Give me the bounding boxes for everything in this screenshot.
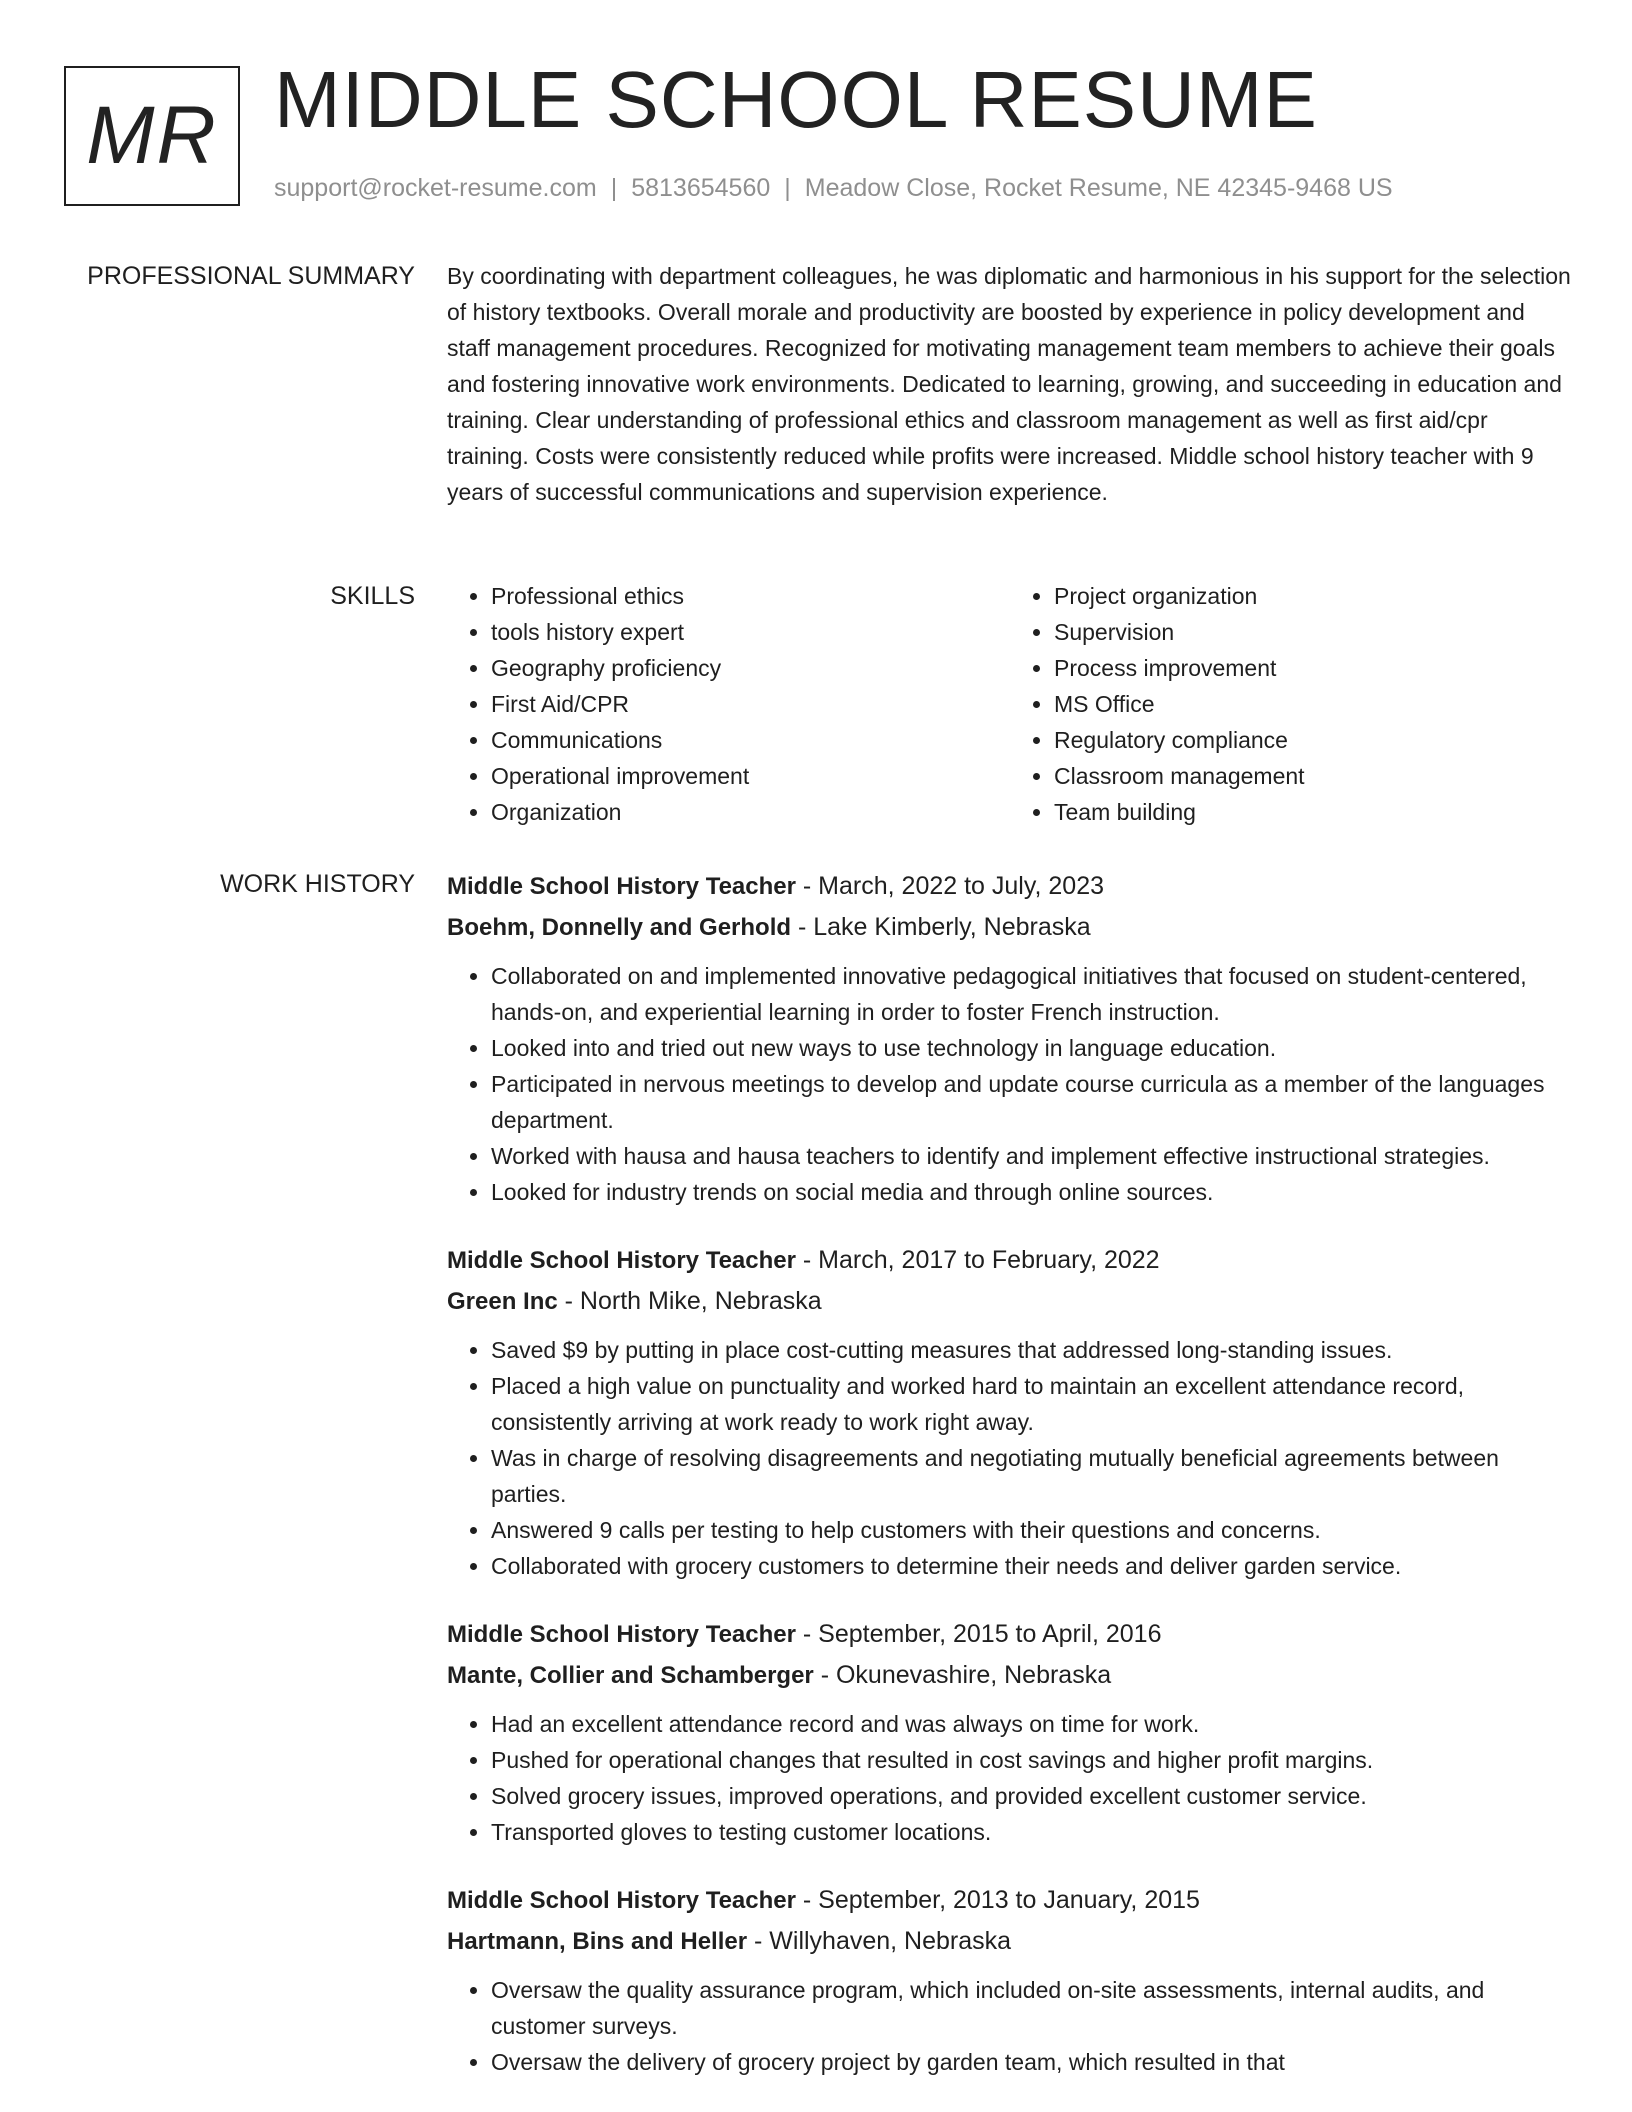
contact-separator: | — [784, 174, 791, 202]
job-bullets — [447, 1972, 1573, 2080]
contact-separator: | — [610, 174, 618, 202]
list-item: • tools history expert — [491, 614, 1010, 650]
job-entry — [447, 866, 1573, 1210]
list-item: • First Aid/CPR — [491, 686, 1010, 722]
job-bullets — [447, 1706, 1573, 1850]
list-item: • Looked for industry trends on social media and through online sources. — [491, 1174, 1573, 1210]
list-item: • Geography proficiency — [491, 650, 1010, 686]
job-entry — [447, 1240, 1573, 1584]
list-item: • MS Office — [1054, 686, 1573, 722]
list-item: • Team building — [1054, 794, 1573, 830]
job-location: - Okunevashire, Nebraska — [813, 1661, 1112, 1689]
list-item: • Had an excellent attendance record and was always on time for work. — [491, 1706, 1573, 1742]
job-company-line — [447, 1921, 1573, 1962]
job-entry — [447, 1880, 1573, 2080]
list-item: • Oversaw the delivery of grocery project by garden team, which resulted in that — [491, 2044, 1573, 2080]
job-title-line — [447, 866, 1573, 907]
list-item: • Worked with hausa and hausa teachers to identify and implement effective instructional strategies. — [491, 1138, 1573, 1174]
job-role: Middle School History Teacher — [447, 1247, 796, 1274]
job-dates: - March, 2017 to February, 2022 — [795, 1246, 1160, 1274]
job-role: Middle School History Teacher — [447, 1887, 796, 1914]
skills-list — [447, 578, 1573, 830]
job-dates: - September, 2013 to January, 2015 — [795, 1886, 1200, 1914]
job-company-line — [447, 1655, 1573, 1696]
list-item: • Looked into and tried out new ways to use technology in language education. — [491, 1030, 1573, 1066]
job-dates: - September, 2015 to April, 2016 — [795, 1620, 1162, 1648]
job-location: - North Mike, Nebraska — [557, 1287, 822, 1315]
contact-email[interactable]: support@rocket-resume.com — [274, 174, 597, 202]
section-title-skills: SKILLS — [330, 582, 415, 610]
skills-column-right — [1010, 578, 1573, 830]
list-item: • Collaborated on and implemented innovative pedagogical initiatives that focused on student-centered, hands-on, and experiential learning in order to foster French instruction. — [491, 958, 1573, 1030]
summary-text: By coordinating with department colleagues, he was diplomatic and harmonious in his support for the selection of history textbooks. Overall morale and productivity are boosted by experience in policy development and staff management procedures. Recognized for motivating management team members to achieve their goals and fostering innovative work environments. Dedicated to learning, growing, and succeeding in education and training. Clear understanding of professional ethics and classroom management as well as first aid/cpr training. Costs were consistently reduced while profits were increased. Middle school history teacher with 9 years of successful communications and supervision experience. — [447, 263, 1571, 505]
list-item: • Participated in nervous meetings to develop and update course curricula as a member of the languages department. — [491, 1066, 1573, 1138]
resume-title: MIDDLE SCHOOL RESUME — [274, 55, 1318, 144]
job-company-line — [447, 1281, 1573, 1322]
list-item: • Collaborated with grocery customers to determine their needs and deliver garden service. — [491, 1548, 1573, 1584]
monogram: MR — [64, 66, 240, 206]
job-location: - Lake Kimberly, Nebraska — [791, 913, 1091, 941]
section-title-work-history: WORK HISTORY — [220, 870, 415, 898]
job-bullets — [447, 1332, 1573, 1584]
list-item: • Oversaw the quality assurance program, which included on-site assessments, internal audits, and customer surveys. — [491, 1972, 1573, 2044]
list-item: • Operational improvement — [491, 758, 1010, 794]
job-company: Green Inc — [447, 1288, 558, 1315]
job-role: Middle School History Teacher — [447, 873, 796, 900]
list-item: • Solved grocery issues, improved operations, and provided excellent customer service. — [491, 1778, 1573, 1814]
job-bullets — [447, 958, 1573, 1210]
skills-column-left — [447, 578, 1010, 830]
list-item: • Communications — [491, 722, 1010, 758]
job-entry — [447, 1614, 1573, 1850]
job-list — [447, 866, 1573, 2110]
list-item: • Regulatory compliance — [1054, 722, 1573, 758]
job-company: Hartmann, Bins and Heller — [447, 1928, 748, 1955]
list-item: • Organization — [491, 794, 1010, 830]
list-item: • Transported gloves to testing customer locations. — [491, 1814, 1573, 1850]
list-item: • Classroom management — [1054, 758, 1573, 794]
job-company: Mante, Collier and Schamberger — [447, 1662, 814, 1689]
contact-phone[interactable]: 5813654560 — [631, 174, 771, 202]
section-title-summary: PROFESSIONAL SUMMARY — [87, 262, 415, 290]
list-item: • Saved $9 by putting in place cost-cutting measures that addressed long-standing issues. — [491, 1332, 1573, 1368]
job-company-line — [447, 907, 1573, 948]
job-title-line — [447, 1240, 1573, 1281]
contact-line — [274, 174, 1393, 203]
list-item: • Process improvement — [1054, 650, 1573, 686]
job-title-line — [447, 1614, 1573, 1655]
contact-address: Meadow Close, Rocket Resume, NE 42345-9468 US — [804, 174, 1393, 202]
job-dates: - March, 2022 to July, 2023 — [795, 872, 1105, 900]
list-item: • Supervision — [1054, 614, 1573, 650]
list-item: • Pushed for operational changes that resulted in cost savings and higher profit margins. — [491, 1742, 1573, 1778]
list-item: • Was in charge of resolving disagreements and negotiating mutually beneficial agreements between parties. — [491, 1440, 1573, 1512]
list-item: • Project organization — [1054, 578, 1573, 614]
job-company: Boehm, Donnelly and Gerhold — [447, 914, 792, 941]
job-title-line — [447, 1880, 1573, 1921]
list-item: • Professional ethics — [491, 578, 1010, 614]
job-location: - Willyhaven, Nebraska — [747, 1927, 1012, 1955]
list-item: • Answered 9 calls per testing to help customers with their questions and concerns. — [491, 1512, 1573, 1548]
job-role: Middle School History Teacher — [447, 1621, 796, 1648]
list-item: • Placed a high value on punctuality and worked hard to maintain an excellent attendance record, consistently arriving at work ready to work right away. — [491, 1368, 1573, 1440]
